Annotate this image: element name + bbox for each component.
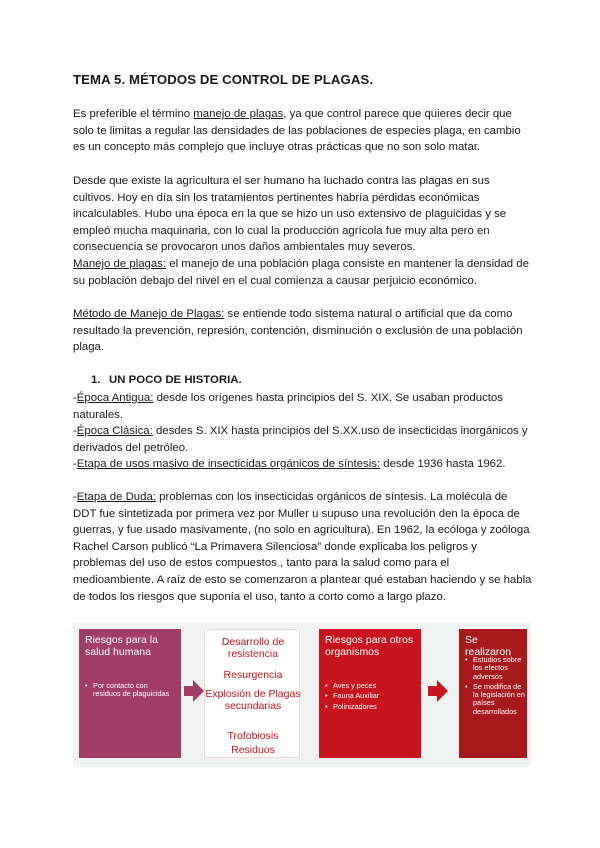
list-item: • Fauna Auxiliar xyxy=(325,692,417,700)
box-riesgos-salud-list xyxy=(85,682,177,701)
effect-item: Explosión de Plagas secundarias xyxy=(205,688,301,712)
definition-metodo-term: Método de Manejo de Plagas: xyxy=(73,308,225,320)
era-dash: - xyxy=(73,458,77,470)
section-title: UN POCO DE HISTORIA. xyxy=(109,374,242,386)
section-heading xyxy=(91,374,242,386)
era-masivo-text: desde 1936 hasta 1962. xyxy=(380,458,506,470)
term-manejo-de-plagas: manejo de plagas xyxy=(193,108,284,120)
arrow-right-icon xyxy=(428,680,448,702)
definition-manejo xyxy=(73,256,533,289)
box-riesgos-organismos-list xyxy=(325,682,417,713)
era-dash: - xyxy=(73,425,77,437)
box-riesgos-salud-title: Riesgos para la salud humana xyxy=(85,634,158,658)
box-riesgos-salud xyxy=(79,629,181,758)
intro-p1-pre: Es preferible el término xyxy=(73,108,194,120)
list-item: • Se modifica de la legislación en países desarrollados xyxy=(465,683,525,716)
definition-metodo xyxy=(73,306,533,356)
list-item: • Estudios sobre los efectos adversos xyxy=(465,656,525,681)
definition-manejo-term: Manejo de plagas: xyxy=(73,258,167,270)
section-number: 1. xyxy=(91,374,101,386)
box-se-realizaron-title: Se realizaron xyxy=(465,634,512,658)
era-clasica xyxy=(73,423,533,456)
era-antigua-term: Época Antigua: xyxy=(76,392,154,404)
risks-diagram xyxy=(73,623,531,767)
intro-p1-post: , ya que control parece que quieres decir que solo te limitas a regular las densidades de las poblaciones de especies plaga, en cambio es un concepto más complejo que incluye otras prácticas que no son solo matar. xyxy=(73,108,521,154)
era-clasica-text: desdes S. XIX hasta principios del S.XX.uso de insecticidas inorgánicos y derivados del petróleo. xyxy=(73,425,528,454)
era-antigua xyxy=(73,390,533,423)
list-item: • Polinizadores xyxy=(325,703,417,711)
effect-item: Residuos xyxy=(231,744,275,756)
box-riesgos-organismos xyxy=(319,629,421,758)
era-clasica-term: Época Clásica: xyxy=(76,425,153,437)
intro-paragraph-2: Desde que existe la agricultura el ser humano ha luchado contra las plagas en sus cultivos. Hoy en día sin los tratamientos pertinentes habría pérdidas económicas incalculables. Hubo una época en la que se hizo un uso extensivo de plaguicidas y se empleó mucha maquinaria, con lo cual la producción agrícola fue muy alta pero en consecuencia se provocaron unos daños ambientales muy severos. xyxy=(73,175,507,254)
list-item: • Por contacto con residuos de plaguicidas xyxy=(85,682,177,699)
effect-item: Trofobiosis xyxy=(227,730,279,742)
era-dash: - xyxy=(73,491,77,503)
era-duda-term: Etapa de Duda: xyxy=(76,491,156,503)
box-se-realizaron xyxy=(459,629,527,758)
effect-item: Desarrollo de resistencia xyxy=(221,636,285,660)
effect-item: Resurgencia xyxy=(223,669,283,681)
era-antigua-text: desde los orígenes hasta principios del S. XIX. Se usaban productos naturales. xyxy=(73,392,503,421)
intro-paragraph-1 xyxy=(73,106,533,156)
arrow-right-icon xyxy=(184,680,204,702)
era-duda-text: problemas con los insecticidas orgánicos de síntesis. La molécula de DDT fue sintetizada por primera vez por Muller u supuso una revolución den la época de guerras, y fue usado masivamente, (no solo en agricultura). En 1962, la ecóloga y zoóloga Rachel Carson publicó “La Primavera Silenciosa” donde explicaba los peligros y problemas del uso de estos compuestos , tanto para la salud como para el medioambiente. A raíz de esto se comenzaron a plantear qué estaban haciendo y se habla de todos los riesgos que suponía el uso, tanto a corto como a largo plazo. xyxy=(73,491,532,603)
era-masivo-term: Etapa de usos masivo de insecticidas orgánicos de síntesis: xyxy=(76,458,381,470)
era-dash: - xyxy=(73,392,77,404)
box-efectos xyxy=(204,629,300,758)
definition-metodo-text: se entiende todo sistema natural o artificial que da como resultado la prevención, represión, contención, disminución o exclusión de una población plaga. xyxy=(73,308,523,354)
era-masivo xyxy=(73,456,533,473)
definition-manejo-text: el manejo de una población plaga consiste en mantener la densidad de su población debajo del nivel en el cual comienza a causar perjuicio económico. xyxy=(73,258,529,287)
era-duda xyxy=(73,489,533,605)
list-item: • Aves y peces xyxy=(325,682,417,690)
document-title: TEMA 5. MÉTODOS DE CONTROL DE PLAGAS. xyxy=(73,72,374,87)
box-se-realizaron-list xyxy=(465,656,525,718)
box-riesgos-organismos-title: Riesgos para otros organismos xyxy=(325,634,414,658)
